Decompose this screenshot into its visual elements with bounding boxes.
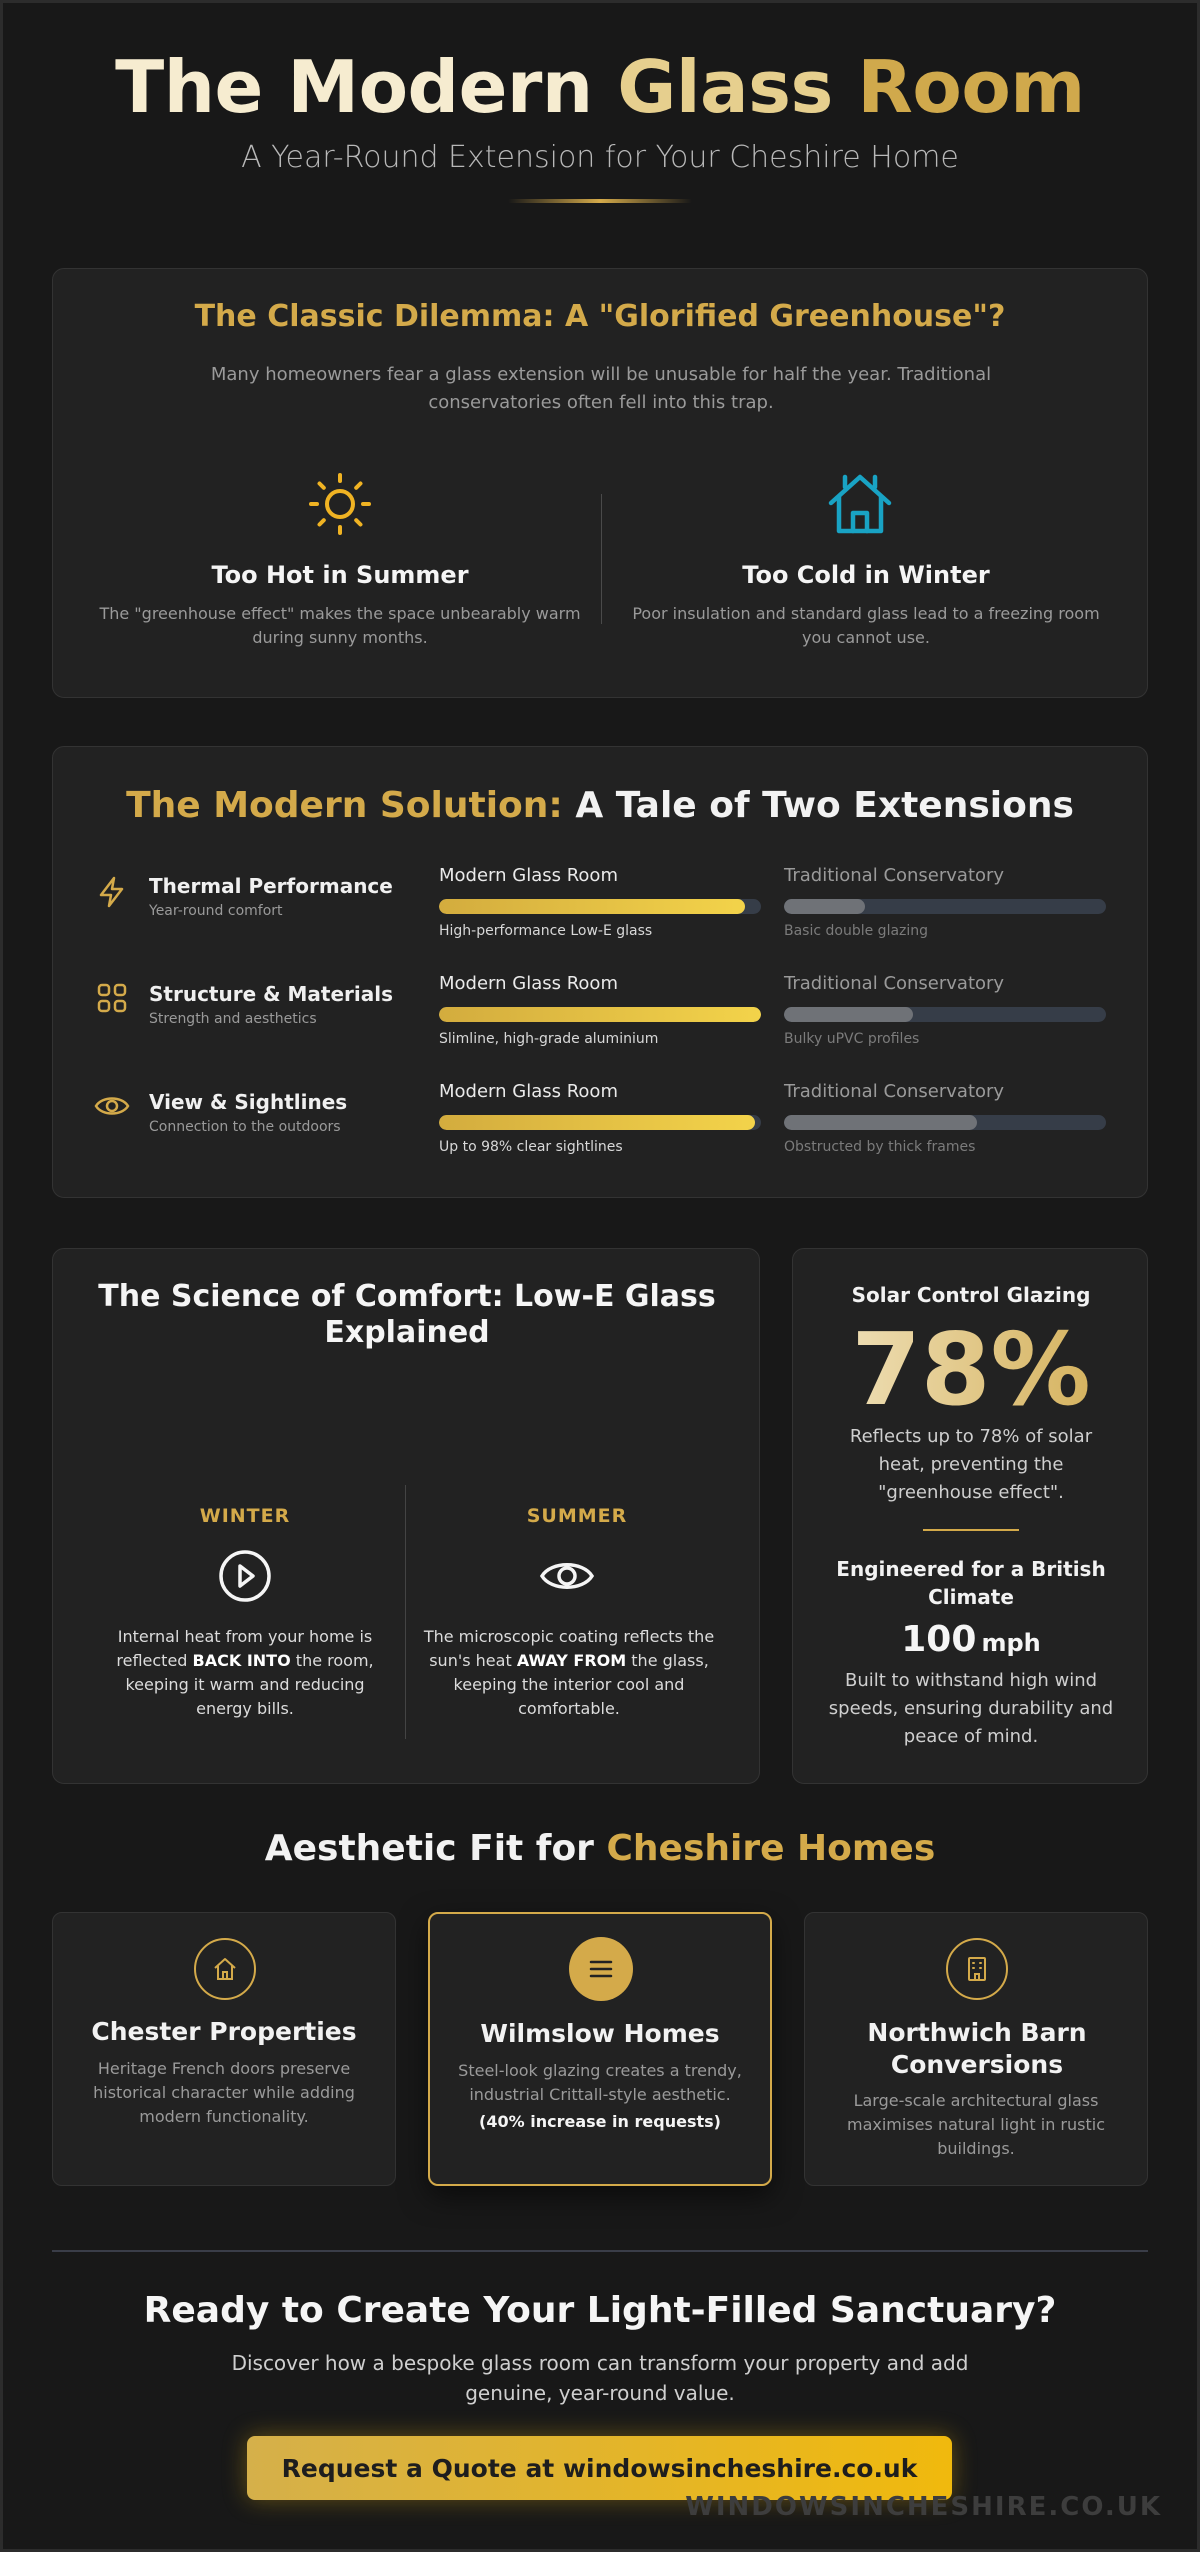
aesthetic-card-title: Wilmslow Homes: [480, 2019, 720, 2048]
cta-divider: [52, 2250, 1148, 2252]
wind-desc: Built to withstand high wind speeds, ensuring durability and peace of mind.: [828, 1670, 1114, 1747]
solution-card: [52, 746, 1148, 1198]
hot-title: Too Hot in Summer: [211, 561, 469, 589]
winter-label: WINTER: [199, 1505, 291, 1527]
row-title: View & Sightlines: [149, 1090, 348, 1114]
modern-bar-fill: [439, 899, 745, 914]
modern-note: High-performance Low-E glass: [439, 923, 653, 939]
aesthetic-card-title: Chester Properties: [91, 2017, 357, 2046]
solution-title: [53, 785, 1147, 826]
cta-desc: Discover how a bespoke glass room can transform your property and add genuine, year-round value.: [231, 2351, 969, 2405]
summer-text-before: The microscopic coating reflects the sun's heat: [423, 1627, 715, 1670]
aesthetic-card-chester: [52, 1912, 396, 2186]
stats-divider: [923, 1529, 1019, 1531]
british-title: Engineered for a British Climate: [836, 1557, 1106, 1609]
winter-text: [103, 1625, 387, 1721]
summer-text: [423, 1625, 715, 1721]
traditional-bar: [784, 1007, 1106, 1022]
modern-bar: [439, 1115, 761, 1130]
eye-icon: [539, 1551, 595, 1601]
aesthetic-title-white: Aesthetic Fit for: [264, 1828, 594, 1869]
aesthetic-card-desc: Heritage French doors preserve historical character while adding modern functionality.: [93, 2059, 355, 2126]
traditional-label: Traditional Conservatory: [784, 1081, 1005, 1102]
aesthetic-card-desc: Large-scale architectural glass maximises natural light in rustic buildings.: [847, 2091, 1105, 2158]
science-card: [52, 1248, 760, 1784]
dilemma-intro: Many homeowners fear a glass extension will be unusable for half the year. Traditional conservatories often fell into this trap.: [210, 364, 992, 413]
traditional-note: Obstructed by thick frames: [784, 1139, 976, 1155]
traditional-bar: [784, 899, 1106, 914]
comparison-row: [53, 1081, 1149, 1161]
summer-label: SUMMER: [526, 1505, 628, 1527]
summer-text-bold: AWAY FROM: [516, 1651, 627, 1670]
lightning-icon: [95, 875, 129, 909]
cold-desc: Poor insulation and standard glass lead to a freezing room you cannot use.: [632, 604, 1100, 647]
page-title: [0, 45, 1200, 129]
traditional-note: Bulky uPVC profiles: [784, 1031, 920, 1047]
title-part-room: Room: [857, 45, 1085, 129]
aesthetic-card-highlight: (40% increase in requests): [479, 2112, 721, 2131]
building-icon: [945, 1937, 1009, 2001]
traditional-bar-fill: [784, 899, 865, 914]
grid-icon: [95, 981, 129, 1015]
aesthetic-card-northwich: [804, 1912, 1148, 2186]
summer-text-after: the glass, keeping the interior cool and comfortable.: [453, 1651, 709, 1718]
title-divider: [508, 199, 692, 203]
modern-note: Slimline, high-grade aluminium: [439, 1031, 659, 1047]
aesthetic-card-desc: Steel-look glazing creates a trendy, industrial Crittall-style aesthetic.: [458, 2061, 742, 2104]
row-subtitle: Strength and aesthetics: [149, 1011, 317, 1027]
row-title: Structure & Materials: [149, 982, 394, 1006]
wind-value: 100: [901, 1619, 977, 1660]
modern-bar: [439, 899, 761, 914]
solar-value: 78%: [793, 1311, 1149, 1428]
house-icon: [823, 467, 897, 541]
modern-bar-fill: [439, 1007, 761, 1022]
eye-icon: [93, 1089, 131, 1123]
traditional-note: Basic double glazing: [784, 923, 929, 939]
aesthetic-title: [0, 1828, 1200, 1869]
winter-text-before: Internal heat from your home is reflected: [116, 1627, 373, 1670]
wind-unit: mph: [981, 1629, 1041, 1657]
traditional-bar-fill: [784, 1115, 977, 1130]
cta-title: Ready to Create Your Light-Filled Sanctuary?: [143, 2290, 1057, 2331]
traditional-bar-fill: [784, 1007, 913, 1022]
sun-icon: [305, 469, 375, 539]
solution-title-gold: The Modern Solution:: [126, 785, 563, 826]
request-quote-button[interactable]: Request a Quote at windowsincheshire.co.uk: [247, 2436, 952, 2500]
play-circle-icon: [218, 1549, 272, 1603]
traditional-label: Traditional Conservatory: [784, 973, 1005, 994]
site-watermark: WINDOWSINCHESHIRE.CO.UK: [685, 2492, 1162, 2522]
modern-label: Modern Glass Room: [439, 1081, 618, 1102]
modern-note: Up to 98% clear sightlines: [439, 1139, 623, 1155]
aesthetic-card-title: Northwich Barn Conversions: [867, 2018, 1087, 2079]
modern-bar: [439, 1007, 761, 1022]
winter-text-after: the room, keeping it warm and reducing energy bills.: [125, 1651, 374, 1718]
row-title: Thermal Performance: [149, 874, 393, 898]
title-part-glass: Glass: [617, 45, 833, 129]
science-title: The Science of Comfort: Low-E Glass Explained: [98, 1279, 716, 1350]
page-subtitle: A Year-Round Extension for Your Cheshire Home: [241, 140, 959, 175]
menu-icon: [569, 1937, 633, 2001]
aesthetic-title-gold: Cheshire Homes: [606, 1828, 936, 1869]
wind-stat: [793, 1619, 1149, 1660]
title-part-modern: The Modern: [115, 45, 593, 129]
traditional-bar: [784, 1115, 1106, 1130]
modern-bar-fill: [439, 1115, 755, 1130]
modern-label: Modern Glass Room: [439, 973, 618, 994]
row-subtitle: Year-round comfort: [149, 903, 283, 919]
comparison-row: [53, 973, 1149, 1053]
hot-desc: The "greenhouse effect" makes the space unbearably warm during sunny months.: [99, 604, 581, 647]
solar-desc: Reflects up to 78% of solar heat, preventing the "greenhouse effect".: [849, 1426, 1093, 1503]
modern-label: Modern Glass Room: [439, 865, 618, 886]
comparison-row: [53, 865, 1149, 945]
solution-title-white: A Tale of Two Extensions: [575, 785, 1074, 826]
dilemma-card: [52, 268, 1148, 698]
dilemma-title: The Classic Dilemma: A "Glorified Greenhouse"?: [194, 299, 1006, 334]
solar-title: Solar Control Glazing: [851, 1283, 1091, 1307]
traditional-label: Traditional Conservatory: [784, 865, 1005, 886]
home-icon: [193, 1937, 257, 2001]
aesthetic-card-wilmslow: [428, 1912, 772, 2186]
row-subtitle: Connection to the outdoors: [149, 1119, 341, 1135]
stats-card: [792, 1248, 1148, 1784]
cold-title: Too Cold in Winter: [742, 561, 990, 589]
winter-text-bold: BACK INTO: [192, 1651, 291, 1670]
dilemma-divider: [601, 494, 602, 624]
